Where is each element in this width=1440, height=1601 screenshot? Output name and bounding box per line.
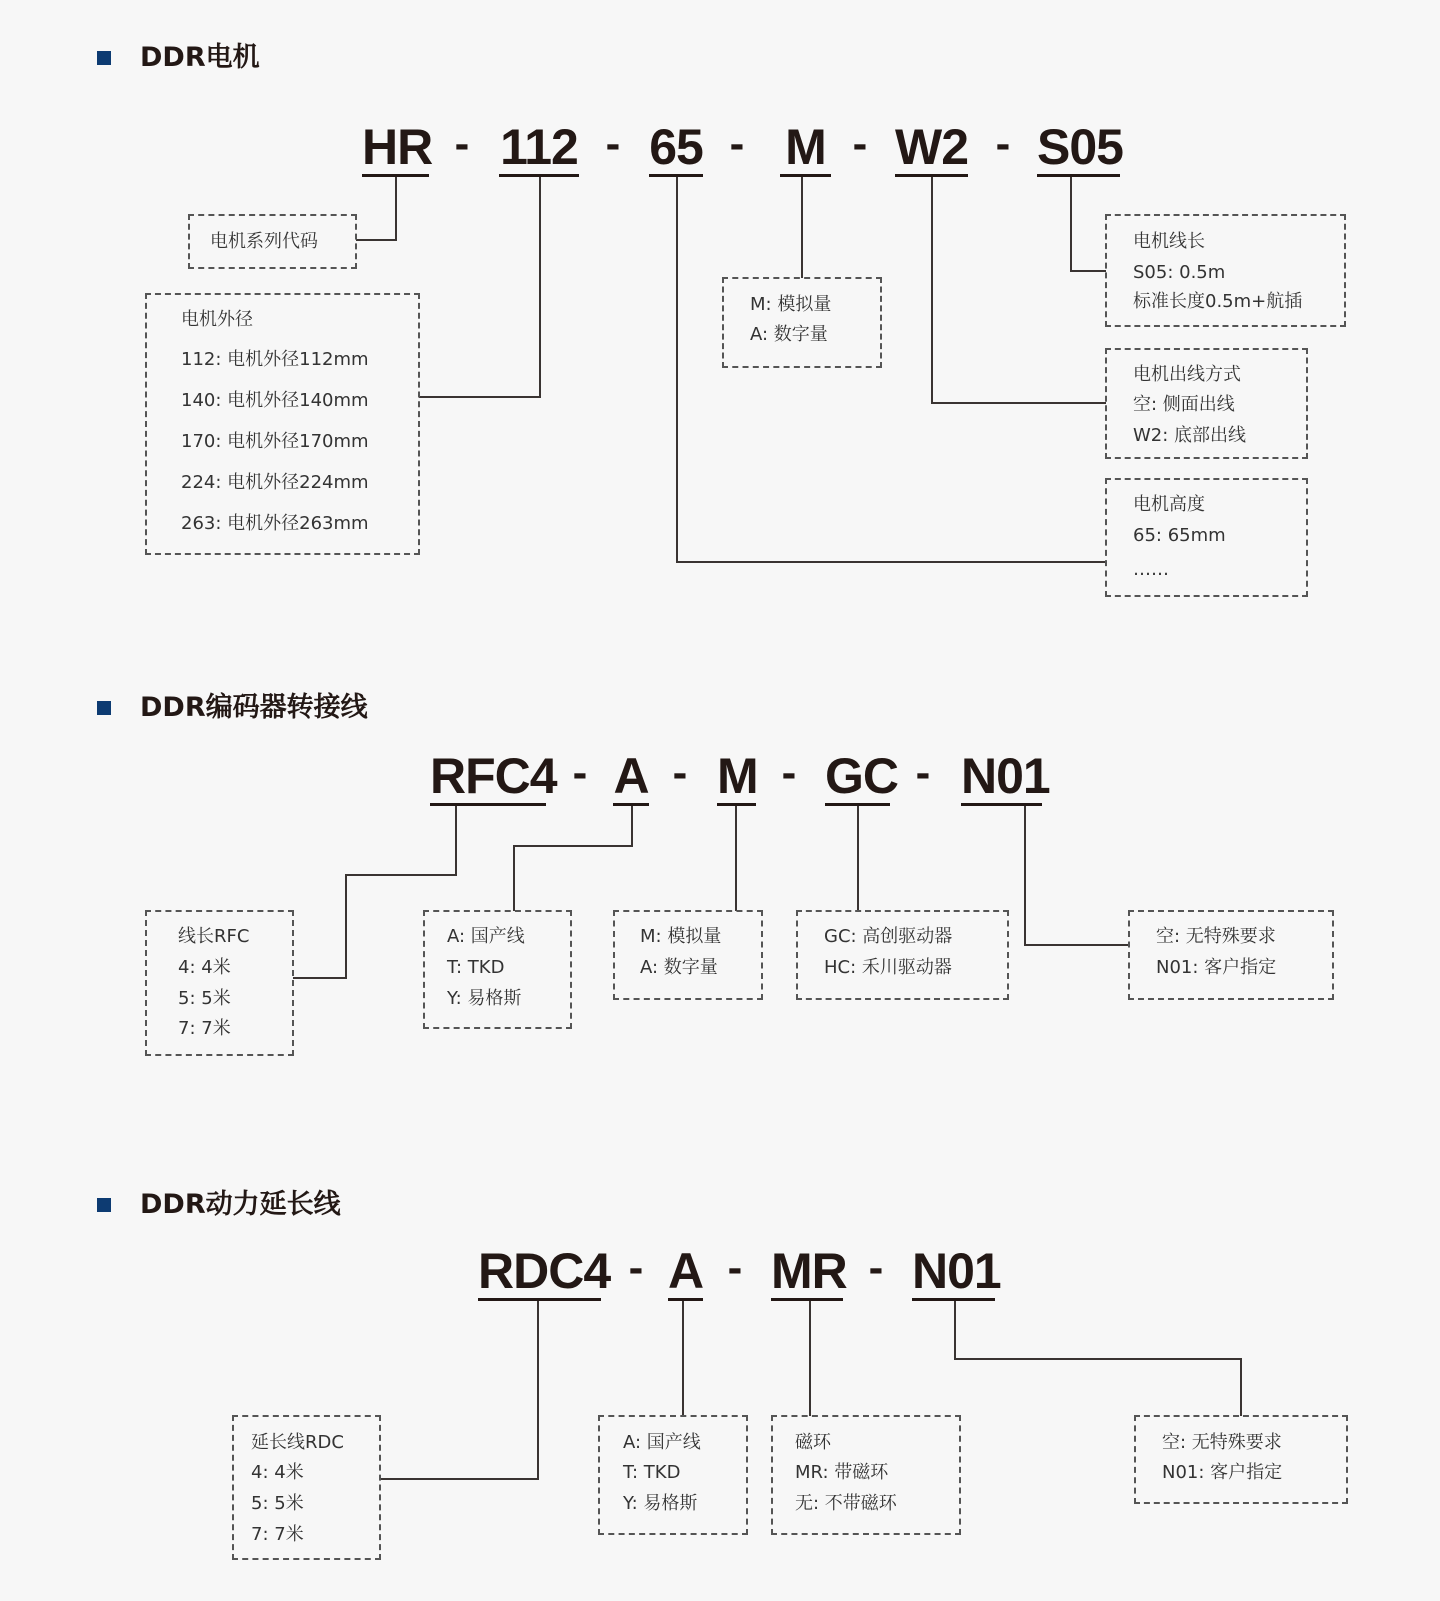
connector-line	[931, 402, 1106, 404]
code-segment: 112	[500, 119, 578, 175]
code-segment: A	[613, 748, 649, 804]
section-title: DDR电机	[140, 42, 260, 73]
section-title: DDR动力延长线	[140, 1189, 341, 1220]
section-bullet-icon	[97, 1198, 111, 1212]
connector-line	[419, 396, 541, 398]
legend-line: A: 数字量	[750, 324, 828, 345]
legend-line: M: 模拟量	[750, 294, 832, 315]
legend-line: 140: 电机外径140mm	[181, 390, 369, 411]
legend-line: 224: 电机外径224mm	[181, 472, 369, 493]
legend-line: W2: 底部出线	[1133, 425, 1247, 446]
legend-line: 170: 电机外径170mm	[181, 431, 369, 452]
legend-line: 4: 4米	[178, 957, 231, 978]
code-segment: 65	[649, 119, 703, 175]
code-segment: M	[780, 120, 831, 177]
code-separator: -	[605, 119, 621, 168]
connector-line	[539, 176, 541, 398]
connector-line	[345, 874, 347, 979]
code-separator: -	[729, 119, 745, 168]
legend-box	[613, 910, 763, 1000]
legend-line: 磁环	[795, 1432, 831, 1453]
code-segment: RDC4	[478, 1243, 611, 1299]
connector-line	[1024, 805, 1026, 946]
code-separator: -	[852, 119, 868, 168]
connector-line	[809, 1300, 811, 1416]
connector-line	[682, 1300, 684, 1416]
legend-line: 延长线RDC	[251, 1432, 344, 1453]
connector-line	[1240, 1358, 1242, 1416]
legend-line: 空: 无特殊要求	[1156, 926, 1276, 947]
legend-line: Y: 易格斯	[447, 988, 522, 1009]
legend-line: N01: 客户指定	[1156, 957, 1277, 978]
code-segment: W2	[895, 119, 968, 175]
legend-line: 7: 7米	[178, 1018, 231, 1039]
legend-line: T: TKD	[623, 1462, 681, 1483]
connector-line	[954, 1300, 956, 1360]
connector-line	[954, 1358, 1242, 1360]
code-separator: -	[628, 1243, 644, 1292]
legend-line: 263: 电机外径263mm	[181, 513, 369, 534]
code-separator: -	[727, 1243, 743, 1292]
legend-line: 电机出线方式	[1133, 364, 1241, 385]
legend-line: A: 国产线	[447, 926, 525, 947]
connector-line	[857, 805, 859, 911]
legend-line: 标准长度0.5m+航插	[1133, 291, 1303, 312]
connector-line	[676, 561, 1106, 563]
section-title: DDR编码器转接线	[140, 692, 368, 723]
legend-line: 线长RFC	[178, 926, 250, 947]
code-segment: M	[717, 748, 758, 804]
code-segment: GC	[825, 748, 898, 804]
legend-line: Y: 易格斯	[623, 1493, 698, 1514]
code-separator: -	[868, 1243, 884, 1292]
legend-line: S05: 0.5m	[1133, 262, 1226, 283]
code-segment: MR	[771, 1243, 847, 1299]
legend-line: HC: 禾川驱动器	[824, 957, 952, 978]
legend-line: 电机线长	[1133, 231, 1205, 252]
code-segment: N01	[961, 748, 1050, 804]
code-separator: -	[454, 119, 470, 168]
code-separator: -	[572, 748, 588, 797]
legend-line: N01: 客户指定	[1162, 1462, 1283, 1483]
legend-line: T: TKD	[447, 957, 505, 978]
connector-line	[537, 1300, 539, 1480]
connector-line	[513, 845, 633, 847]
connector-line	[801, 176, 803, 278]
code-segment: RFC4	[430, 748, 557, 804]
legend-line: 空: 侧面出线	[1133, 394, 1235, 415]
legend-line: ……	[1133, 559, 1169, 580]
connector-line	[380, 1478, 539, 1480]
legend-box	[722, 277, 882, 368]
legend-box	[1134, 1415, 1348, 1504]
code-separator: -	[672, 748, 688, 797]
legend-line: MR: 带磁环	[795, 1462, 889, 1483]
legend-line: 电机系列代码	[210, 231, 318, 252]
connector-line	[356, 239, 397, 241]
code-separator: -	[915, 748, 931, 797]
code-segment: HR	[362, 119, 433, 175]
connector-line	[345, 874, 457, 876]
legend-line: A: 数字量	[640, 957, 718, 978]
legend-line: 空: 无特殊要求	[1162, 1432, 1282, 1453]
legend-line: 4: 4米	[251, 1462, 304, 1483]
legend-line: 电机高度	[1133, 494, 1205, 515]
connector-line	[1024, 944, 1129, 946]
connector-line	[631, 805, 633, 847]
code-separator: -	[995, 119, 1011, 168]
connector-line	[455, 805, 457, 876]
legend-box	[1128, 910, 1334, 1000]
connector-line	[735, 805, 737, 911]
legend-line: 112: 电机外径112mm	[181, 349, 369, 370]
connector-line	[1070, 270, 1106, 272]
legend-line: GC: 高创驱动器	[824, 926, 953, 947]
legend-line: A: 国产线	[623, 1432, 701, 1453]
legend-line: 7: 7米	[251, 1524, 304, 1545]
legend-line: 5: 5米	[178, 988, 231, 1009]
legend-box	[796, 910, 1009, 1000]
connector-line	[676, 176, 678, 563]
code-separator: -	[781, 748, 797, 797]
connector-line	[513, 845, 515, 911]
legend-line: M: 模拟量	[640, 926, 722, 947]
section-bullet-icon	[97, 51, 111, 65]
connector-line	[395, 176, 397, 241]
connector-line	[293, 977, 347, 979]
section-bullet-icon	[97, 701, 111, 715]
legend-line: 无: 不带磁环	[795, 1493, 897, 1514]
legend-line: 65: 65mm	[1133, 525, 1226, 546]
code-segment: S05	[1037, 119, 1123, 175]
legend-line: 5: 5米	[251, 1493, 304, 1514]
code-segment: N01	[912, 1243, 1001, 1299]
connector-line	[1070, 176, 1072, 272]
connector-line	[931, 176, 933, 404]
legend-line: 电机外径	[181, 309, 253, 330]
code-segment: A	[668, 1243, 704, 1299]
